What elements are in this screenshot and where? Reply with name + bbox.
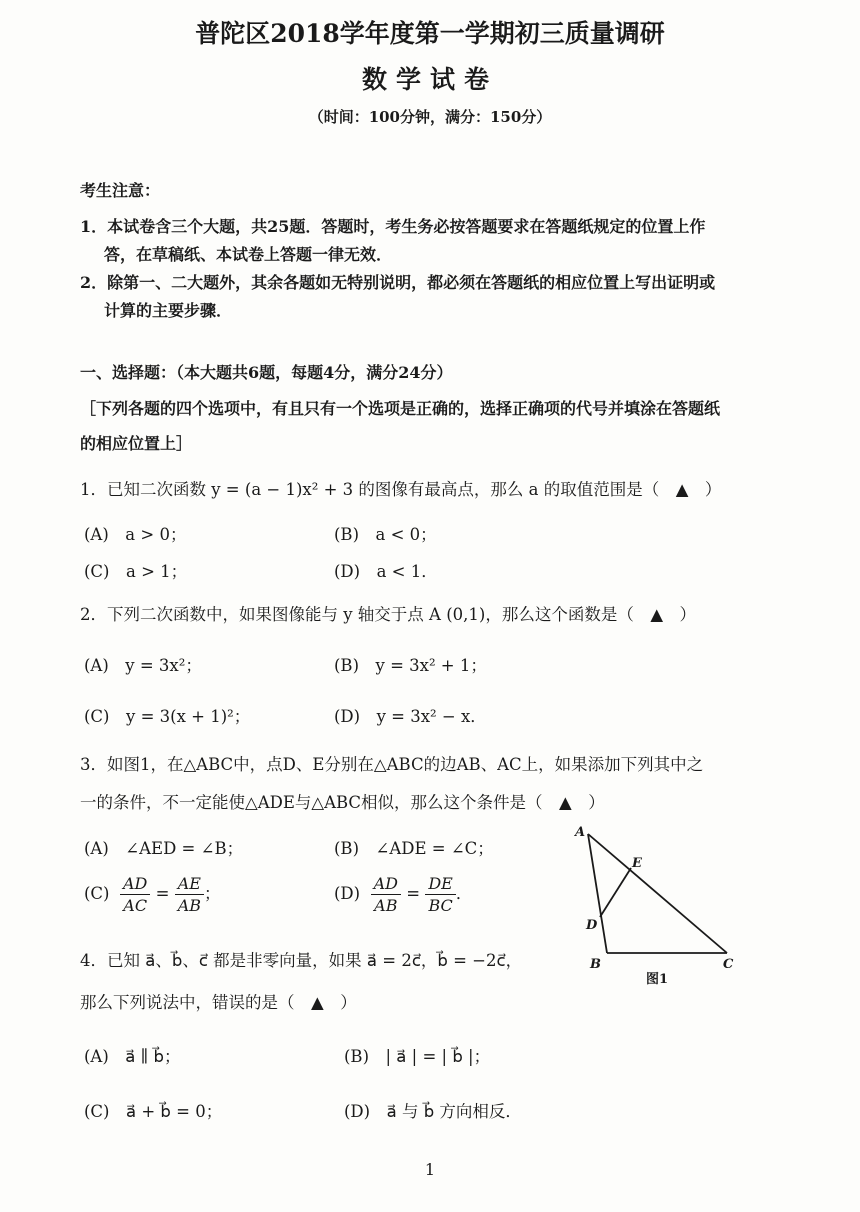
question-2-text: 2．下列二次函数中，如果图像能与 y 轴交于点 A (0,1)，那么这个函数是（ ▲ ） xyxy=(80,605,697,624)
notice-heading: 考生注意： xyxy=(80,181,161,200)
fraction-ae-ab: $\frac{AE}{AB}$ xyxy=(175,874,204,915)
question-1-text: 1．已知二次函数 y = (a − 1)x² + 3 的图像有最高点，那么 a 的取值范围是（ ▲ ） xyxy=(80,480,722,499)
question-4-option-d: (D) a⃗ 与 b⃗ 方向相反． xyxy=(344,1102,522,1121)
question-2-option-a: (A) y = 3x²； xyxy=(84,656,202,675)
exam-title: 普陀区2018学年度第一学期初三质量调研 xyxy=(195,19,665,48)
question-4-option-b: (B) | a⃗ | = | b⃗ |； xyxy=(344,1047,491,1066)
fraction-de-bc: $\frac{DE}{BC}$ xyxy=(425,874,456,915)
fraction-ad-ab: $\frac{AD}{AB}$ xyxy=(371,874,401,915)
page-number: 1 xyxy=(424,1160,436,1179)
notice-item-1-line-1: 1．本试卷含三个大题，共25题．答题时，考生务必按答题要求在答题纸规定的位置上作 xyxy=(80,217,706,236)
fraction-ad-ac: $\frac{AD}{AC}$ xyxy=(120,874,150,915)
label-a: A xyxy=(575,825,586,840)
section-1-instructions-line-1: ［下列各题的四个选项中，有且只有一个选项是正确的，选择正确项的代号并填涂在答题纸 xyxy=(80,399,721,418)
side-ab xyxy=(588,834,607,953)
notice-item-2-line-1: 2．除第一、二大题外，其余各题如无特别说明，都必须在答题纸的相应位置上写出证明或 xyxy=(80,273,716,292)
question-3-line-1: 3．如图1，在△ABC中，点D、E分别在△ABC的边AB、AC上，如果添加下列其中之 xyxy=(80,755,704,774)
label-b: B xyxy=(590,957,601,972)
section-1-instructions-line-2: 的相应位置上］ xyxy=(80,434,193,453)
question-3-option-b: (B) ∠ADE = ∠C； xyxy=(334,839,494,858)
question-2-option-b: (B) y = 3x² + 1； xyxy=(334,656,487,675)
question-2-option-c: (C) y = 3(x + 1)²； xyxy=(84,707,251,726)
figure-1-triangle xyxy=(570,820,745,990)
equals-sign: = xyxy=(155,884,170,903)
exam-subtitle: 数学试卷 xyxy=(361,65,498,94)
notice-item-1-line-2: 答，在草稿纸、本试卷上答题一律无效． xyxy=(104,245,393,264)
question-3-option-d: (D) $\frac{AD}{AB}$ = $\frac{DE}{BC}$ ． xyxy=(334,874,473,915)
question-3-option-a: (A) ∠AED = ∠B； xyxy=(84,839,244,858)
question-1-option-b: (B) a < 0； xyxy=(334,525,437,544)
question-2-option-d: (D) y = 3x² − x． xyxy=(334,707,487,726)
equals-sign: = xyxy=(406,884,421,903)
segment-de xyxy=(600,868,631,917)
question-4-line-2: 那么下列说法中，错误的是（ ▲ ） xyxy=(80,993,357,1012)
notice-item-2-line-2: 计算的主要步骤． xyxy=(104,301,233,320)
question-4-option-a: (A) a⃗ ∥ b⃗； xyxy=(84,1047,181,1066)
label-d: D xyxy=(586,918,598,933)
label-e: E xyxy=(632,856,642,871)
question-1-option-c: (C) a > 1； xyxy=(84,562,188,581)
option-c-label: (C) xyxy=(84,884,110,903)
question-4-line-1: 4．已知 a⃗、b⃗、c⃗ 都是非零向量，如果 a⃗ = 2c⃗，b⃗ = −2c⃗， xyxy=(80,951,523,970)
exam-meta: （时间：100分钟，满分：150分） xyxy=(308,108,552,126)
section-1-heading: 一、选择题：（本大题共6题，每题4分，满分24分） xyxy=(80,363,453,382)
figure-1-caption: 图1 xyxy=(646,972,669,987)
label-c: C xyxy=(723,957,734,972)
question-1-option-a: (A) a > 0； xyxy=(84,525,187,544)
option-d-label: (D) xyxy=(334,884,361,903)
question-3-option-c: (C) $\frac{AD}{AC}$ = $\frac{AE}{AB}$ ； xyxy=(84,874,221,915)
side-ac xyxy=(588,834,727,953)
question-1-option-d: (D) a < 1． xyxy=(334,562,438,581)
question-3-line-2: 一的条件，不一定能使△ADE与△ABC相似，那么这个条件是（ ▲ ） xyxy=(80,793,605,812)
question-4-option-c: (C) a⃗ + b⃗ = 0； xyxy=(84,1102,223,1121)
